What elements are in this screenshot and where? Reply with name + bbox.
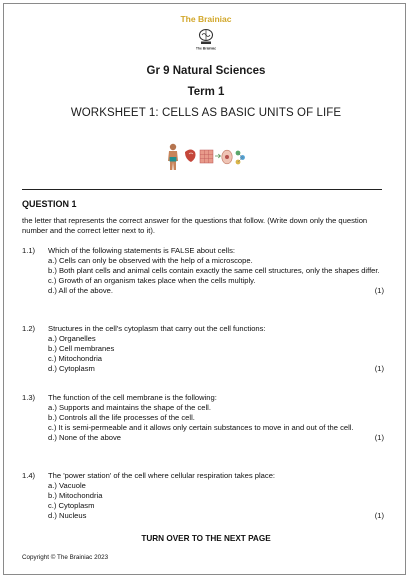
option-text: b.) Controls all the life processes of the cell. — [48, 413, 195, 422]
option-text: d.) Cytoplasm — [48, 364, 95, 373]
option-text: a.) Organelles — [48, 334, 96, 343]
question-number: 1.3) — [22, 393, 36, 402]
worksheet-term: Term 1 — [187, 86, 225, 98]
answer-option — [48, 423, 384, 433]
molecule-icon — [236, 151, 245, 165]
worksheet-subject: Gr 9 Natural Sciences — [146, 65, 266, 77]
logo-text: The Brainiac — [196, 46, 216, 51]
option-text: c.) Growth of an organism takes place when the cells multiply. — [48, 276, 256, 285]
answer-option — [48, 256, 384, 266]
option-text: c.) Mitochondria — [48, 354, 103, 363]
question-number: 1.4) — [22, 471, 36, 480]
option-text: c.) It is semi-permeable and it allows only certain substances to move in and out of the cell. — [48, 423, 354, 432]
tissue-icon — [200, 150, 213, 163]
answer-option — [48, 403, 384, 413]
answer-option — [48, 413, 384, 423]
mark-allocation: (1) — [374, 511, 384, 520]
question-stem: Which of the following statements is FALSE about cells: — [48, 246, 235, 255]
option-text: b.) Cell membranes — [48, 344, 115, 353]
answer-option — [48, 501, 384, 511]
mark-allocation: (1) — [374, 286, 384, 295]
worksheet-title: WORKSHEET 1: CELLS AS BASIC UNITS OF LIFE — [70, 107, 342, 119]
answer-option — [48, 344, 384, 354]
answer-option — [48, 354, 384, 364]
section-instructions: the letter that represents the correct answer for the questions that follow. (Write down only the question number and the correct letter next to it). — [22, 216, 368, 235]
option-text: a.) Vacuole — [48, 481, 86, 490]
answer-option — [48, 433, 384, 443]
answer-option — [48, 276, 384, 286]
answer-option — [48, 491, 384, 501]
answer-option — [48, 511, 384, 521]
option-text: b.) Mitochondria — [48, 491, 103, 500]
horizontal-divider — [22, 189, 382, 190]
option-text: a.) Cells can only be observed with the help of a microscope. — [48, 256, 253, 265]
question-stem: The 'power station' of the cell where cellular respiration takes place: — [48, 471, 276, 480]
mark-allocation: (1) — [374, 364, 384, 373]
copyright-notice: Copyright © The Brainiac 2023 — [22, 554, 109, 561]
question-stem: The function of the cell membrane is the following: — [48, 393, 217, 402]
answer-option — [48, 334, 384, 344]
question-stem: Structures in the cell's cytoplasm that carry out the cell functions: — [48, 324, 266, 333]
cell-icon — [222, 150, 232, 164]
human-figure-icon — [168, 144, 178, 170]
answer-option — [48, 481, 384, 491]
arrow-icon — [215, 154, 221, 158]
turn-over-notice: TURN OVER TO THE NEXT PAGE — [141, 534, 271, 543]
levels-of-organisation-illustration — [165, 142, 247, 172]
option-text: c.) Cytoplasm — [48, 501, 95, 510]
option-text: b.) Both plant cells and animal cells contain exactly the same cell structures, only the shapes differ. — [48, 266, 380, 275]
brand-name: The Brainiac — [180, 14, 232, 24]
option-text: d.) Nucleus — [48, 511, 87, 520]
mark-allocation: (1) — [374, 433, 384, 442]
answer-option — [48, 266, 384, 276]
organ-icon — [185, 150, 196, 163]
question-number: 1.1) — [22, 246, 36, 255]
section-heading: QUESTION 1 — [22, 199, 77, 209]
option-text: d.) All of the above. — [48, 286, 114, 295]
answer-option — [48, 364, 384, 374]
option-text: d.) None of the above — [48, 433, 122, 442]
brain-logo-icon — [196, 28, 216, 54]
question-number: 1.2) — [22, 324, 36, 333]
option-text: a.) Supports and maintains the shape of the cell. — [48, 403, 211, 412]
answer-option — [48, 286, 384, 296]
